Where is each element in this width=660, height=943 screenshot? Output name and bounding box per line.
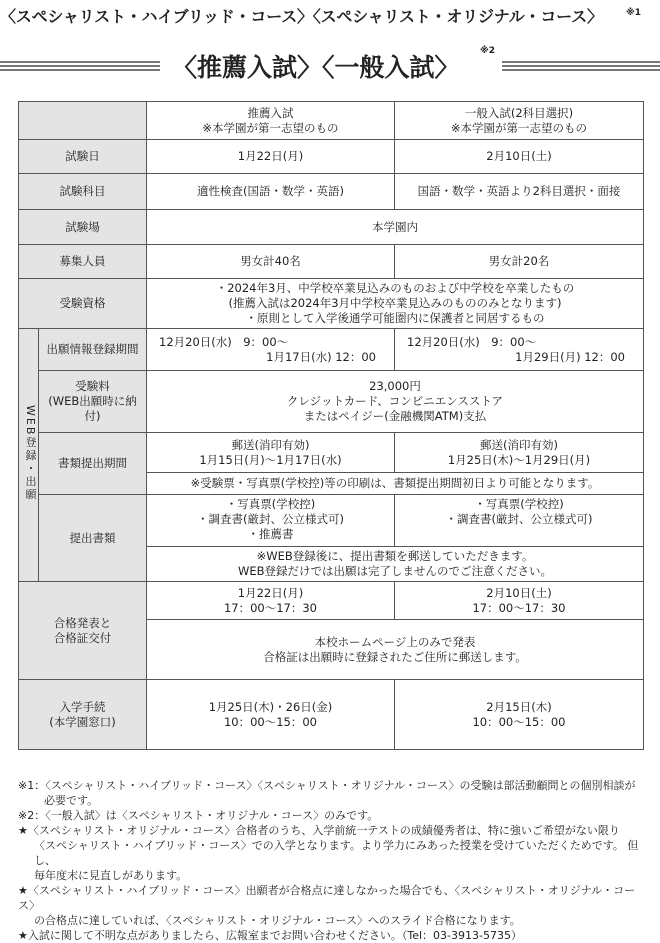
header-ippan: 一般入試(2科目選択) ※本学園が第一志望のもの (395, 102, 644, 140)
cell-ippan: 12月20日(水) 9：00～ 1月29日(月) 12：00 (395, 329, 644, 371)
note-3: ★〈スペシャリスト・オリジナル・コース〉合格者のうち、入学前統一テストの成績優秀者は、特に強いご希望がない限り (18, 824, 620, 837)
cell-ippan: ・写真票(学校控) ・調査書(厳封、公立様式可) (395, 495, 644, 547)
row-label: 合格発表と 合格証交付 (19, 582, 147, 680)
schedule-table (18, 101, 644, 750)
row-label: 受験料 (WEB出願時に納付) (39, 371, 147, 433)
title-row (0, 46, 660, 86)
cell-ippan: 郵送(消印有効) 1月25日(木)～1月29日(月) (395, 433, 644, 473)
table-row-doc-period (19, 433, 644, 473)
table-row-fee (19, 371, 644, 433)
cell-suisen: ・写真票(学校控) ・調査書(厳封、公立様式可) ・推薦書 (147, 495, 395, 547)
row-label: 試験科目 (19, 174, 147, 210)
note-5: ★入試に関して不明な点がありましたら、広報室までお問い合わせください。（Tel：03-3913-5735） (18, 929, 522, 942)
cell-both: 23,000円 クレジットカード、コンビニエンスストア またはペイジー(金融機関ATM)支払 (147, 371, 644, 433)
row-label: 試験日 (19, 140, 147, 174)
header-suisen: 推薦入試 ※本学園が第一志望のもの (147, 102, 395, 140)
cell-suisen: 適性検査(国語・数学・英語) (147, 174, 395, 210)
row-label: 募集人員 (19, 245, 147, 279)
cell-suisen: 1月22日(月) (147, 140, 395, 174)
title-decoration-right (502, 61, 660, 71)
cell-both: ・2024年3月、中学校卒業見込みのものおよび中学校を卒業したもの (推薦入試は2024年3月中学校卒業見込みのもののみとなります) ・原則として入学後通学可能圏内に保護者と同居するもの (147, 279, 644, 329)
cell-suisen: 1月22日(月) 17：00～17：30 (147, 582, 395, 620)
note-3-cont: 〈スペシャリスト・ハイブリッド・コース〉での入学となります。より学力にみあった授業を受けていただくためです。 但し、 (34, 839, 639, 867)
table-row-result (19, 582, 644, 620)
header-blank-cell (19, 102, 147, 140)
table-row-registration (19, 329, 644, 371)
table-row-subject (19, 174, 644, 210)
table-row-documents (19, 495, 644, 547)
cell-suisen: 12月20日(水) 9：00～ 1月17日(水) 12：00 (147, 329, 395, 371)
cell-suisen: 男女計40名 (147, 245, 395, 279)
row-label: 入学手続 (本学園窓口) (19, 680, 147, 750)
cell-suisen: 郵送(消印有効) 1月15日(月)～1月17日(水) (147, 433, 395, 473)
table-row-capacity (19, 245, 644, 279)
title-decoration-left (0, 61, 160, 71)
note-1-cont: 必要です。 (44, 794, 99, 807)
course-note-marker: ※1 (626, 8, 642, 18)
cell-ippan: 2月15日(木) 10：00～15：00 (395, 680, 644, 750)
cell-ippan: 2月10日(土) 17：00～17：30 (395, 582, 644, 620)
table-header-row (19, 102, 644, 140)
table-row-place (19, 210, 644, 245)
cell-both: 本学園内 (147, 210, 644, 245)
cell-both: ※受験票・写真票(学校控)等の印刷は、書類提出期間初日より可能となります。 (147, 473, 644, 495)
row-label: 受験資格 (19, 279, 147, 329)
footnotes (18, 778, 648, 943)
row-label: 出願情報登録期間 (39, 329, 147, 371)
note-4-cont: の合格点に達していれば、〈スペシャリスト・オリジナル・コース〉へのスライド合格になります。 (34, 914, 521, 927)
table-row-date (19, 140, 644, 174)
cell-ippan: 男女計20名 (395, 245, 644, 279)
row-label: 試験場 (19, 210, 147, 245)
table-row-enrollment (19, 680, 644, 750)
cell-ippan: 2月10日(土) (395, 140, 644, 174)
cell-both: ※WEB登録後に、提出書類を郵送していただきます。 WEB登録だけでは出願は完了しませんのでご注意ください。 (147, 547, 644, 582)
web-group-label: WEB登録・出願 (19, 329, 39, 582)
title-note-marker: ※2 (480, 46, 496, 56)
note-2: ※2：〈一般入試〉は〈スペシャリスト・オリジナル・コース〉のみです。 (18, 809, 379, 822)
row-label: 書類提出期間 (39, 433, 147, 495)
note-4: ★〈スペシャリスト・ハイブリッド・コース〉出願者が合格点に達しなかった場合でも、〈スペシャリスト・オリジナル・コース〉 (18, 884, 636, 912)
cell-ippan: 国語・数学・英語より2科目選択・面接 (395, 174, 644, 210)
row-label: 提出書類 (39, 495, 147, 582)
note-3-cont2: 毎年度末に見直しがあります。 (34, 869, 188, 882)
note-1: ※1：〈スペシャリスト・ハイブリッド・コース〉〈スペシャリスト・オリジナル・コース〉の受験は部活動顧問との個別相談が (18, 779, 636, 792)
course-line: 〈スペシャリスト・ハイブリッド・コース〉〈スペシャリスト・オリジナル・コース〉 (0, 7, 603, 26)
cell-both: 本校ホームページ上のみで発表 合格証は出願時に登録されたご住所に郵送します。 (147, 620, 644, 680)
page-title: 〈推薦入試〉〈一般入試〉 (172, 53, 460, 82)
table-row-qualification (19, 279, 644, 329)
cell-suisen: 1月25日(木)・26日(金) 10：00～15：00 (147, 680, 395, 750)
